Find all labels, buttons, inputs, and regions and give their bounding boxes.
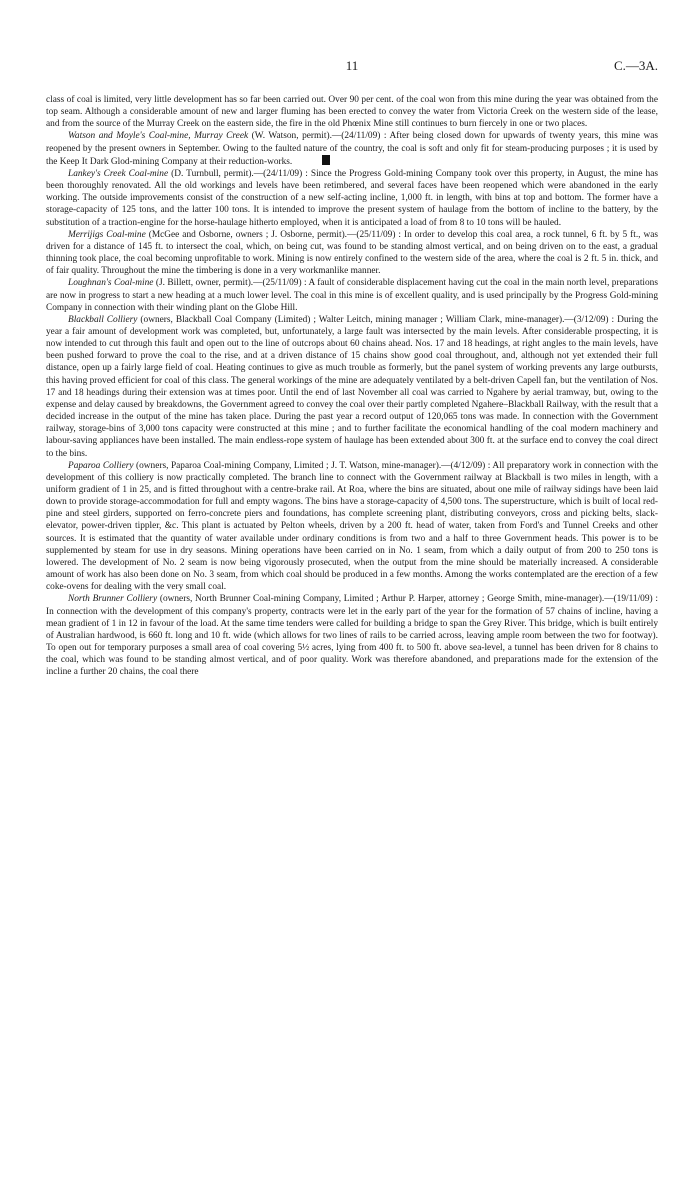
document-reference: C.—3A. (613, 58, 658, 73)
paragraph-lankeys-creek (46, 168, 658, 229)
paragraph-heading: Loughnan's Coal-mine (68, 278, 154, 289)
paragraph-text: (D. Turnbull, permit).—(24/11/09) : Since the Progress Gold-mining Company took over this property, in August, the mine has been thoroughly renovated. All the old workings and levels have been retimbered, and several faces have been reopened which were abandoned in the early working. The outside improvements consist of the construction of a new self-acting incline, 1,000 ft. in length, with bins at top and bottom. The former have a storage-capacity of 125 tons, and the latter 100 tons. It is intended to improve the present system of haulage from the bottom of incline to the battery, by the substitution of a traction-engine for the horse-haulage hitherto employed, when it is anticipated a load of from 8 to 10 tons will be hauled. (46, 168, 658, 228)
paragraph-heading: Blackball Colliery (68, 314, 138, 325)
paragraph-merrijigs (46, 229, 658, 278)
page-header (46, 58, 658, 80)
paragraph-text: class of coal is limited, very little development has so far been carried out. Over 90 per cent. of the coal won from this mine during the year was obtained from the top seam. Although a considerable amount of new and larger fluming has been erected to convey the water from Victoria Creek on the western side of the lease, and from the source of the Murray Creek on the eastern side, the fire in the old Phœnix Mine still continues to burn fiercely in one or two places. (46, 95, 658, 130)
document-body (46, 94, 658, 679)
page-number: 11 (345, 58, 359, 73)
paragraph-text: (W. Watson, permit).—(24/11/09) : After being closed down for upwards of twenty years, this mine was reopened by the present owners in September. Owing to the faulted nature of the country, the coal is soft and only fit for steam-producing purposes ; it is used by the Keep It Dark Glod-mining Company at their reduction-works. (46, 131, 658, 167)
paragraph-text: (J. Billett, owner, permit).—(25/11/09) : A fault of considerable displacement having cut the coal in the main north level, preparations are now in progress to start a new heading at a much lower level. The coal in this mine is of excellent quality, and is used principally by the Progress Gold-mining Company in connection with their winding plant on the Globe Hill. (46, 278, 658, 313)
paragraph-paparoa (46, 460, 658, 594)
paragraph-coal-continued (46, 94, 658, 130)
paragraph-text: (owners, Paparoa Coal-mining Company, Limited ; J. T. Watson, mine-manager).—(4/12/09) : All preparatory work in connection with the development of this colliery is now practically completed. The branch line to connect with the Government railway at Blackball is two miles in length, with a uniform gradient of 1 in 25, and is fitted throughout with a centre-brake rail. At Roa, where the bins are situated, about one mile of railway sidings have been laid down to provide storage-accommodation for full and empty wagons. The bins have a storage-capacity of 4,500 tons. The superstructure, which is built of local red-pine and steel girders, supported on ferro-concrete piers and foundations, has complete screening plant, distributing conveyors, cross and picking belts, slack-elevator, power-driven tippler, &c. This plant is actuated by Pelton wheels, driven by a 200 ft. head of water, taken from Ford's and Tunnel Creeks and other sources. It is estimated that the quantity of water available under ordinary conditions is from two and a half to three Government heads. This power is to be supplemented by steam for use in dry seasons. Mining operations have been carried on in No. 1 seam, from which a daily output of from 200 to 250 tons is lowered. The development of No. 2 seam is now being vigorously prosecuted, when the output from the mine should be materially increased. A considerable amount of work has also been done on No. 3 seam, from which coal should be produced in a few months. Among the works contemplated are the erection of a few coke-ovens for dealing with the very small coal. (46, 460, 658, 593)
paragraph-loughnans (46, 277, 658, 313)
paragraph-heading: Paparoa Colliery (68, 460, 134, 471)
paragraph-blackball (46, 314, 658, 460)
document-page (46, 58, 658, 679)
paragraph-watson-moyle (46, 130, 658, 167)
paragraph-heading: Watson and Moyle's Coal-mine, Murray Creek (68, 131, 249, 142)
paragraph-heading: North Brunner Colliery (68, 594, 158, 605)
paragraph-text: (owners, Blackball Coal Company (Limited) ; Walter Leitch, mining manager ; William Clark, mine-manager).—(3/12/09) : During the year a fair amount of development work was completed, but, unfortunately, a large fault was intersected by the main levels. After considerable prospecting, it is now intended to cut through this fault and open out to the line of outcrops about 60 chains ahead. Nos. 17 and 18 headings, at right angles to the main levels, have been pushed forward to prove the coal to the rise, and at a driven distance of 15 chains show good coal throughout, and, although not yet extended their full distance, open up a fairly large field of coal. Heating continues to give as much trouble as formerly, but the panel system of working prevents any large outbursts, this having proved efficient for coal of this class. The general workings of the mine are adequately ventilated by a belt-driven Capell fan, but the ventilation of Nos. 17 and 18 headings during their extension was at times poor. Until the end of last November all coal was carried to Ngahere by aerial tramway, but, owing to the expense and delay caused by breakdowns, the Government agreed to convey the coal over their partly completed Ngahere–Blackball Railway, with the result that a decided increase in the output of the mine has taken place. During the past year a record output of 120,065 tons was made. In connection with the Government railway, storage-bins of 3,000 tons capacity were constructed at this mine ; and to further facilitate the economical handling of the coal modern machinery and labour-saving appliances have been installed. The main endless-rope system of haulage has been extended about 300 ft. at the surface end to convey the coal direct to the bins. (46, 314, 659, 459)
paragraph-text: (owners, North Brunner Coal-mining Company, Limited ; Arthur P. Harper, attorney ; George Smith, mine-manager).—(19/11/09) : In connection with the development of this company's property, contracts were let in the early part of the year for the formation of 57 chains of incline, having a mean gradient of 1 in 12 in favour of the load. At the same time tenders were called for building a bridge to span the Grey River. This bridge, which is built entirely of Australian hardwood, is 660 ft. long and 10 ft. wide (which allows for two lines of rails to be carried across, leaving ample room between the two for footway). To open out for temporary purposes a small area of coal covering 5½ acres, lying from 400 ft. to 500 ft. above sea-level, a tunnel has been driven for 8 chains to the coal, which was found to be standing almost vertical, and of poor quality. Work was therefore abandoned, and preparations made for the extension of the incline a further 20 chains, the coal there (46, 594, 658, 678)
paragraph-heading: Lankey's Creek Coal-mine (68, 168, 169, 179)
ink-blot-mark (322, 155, 330, 165)
paragraph-north-brunner (46, 593, 658, 678)
paragraph-heading: Merrijigs Coal-mine (68, 229, 146, 240)
paragraph-text: (McGee and Osborne, owners ; J. Osborne, permit).—(25/11/09) : In order to develop this coal area, a rock tunnel, 6 ft. by 5 ft., was driven for a distance of 145 ft. to intersect the coal, which, on being cut, was found to be standing almost vertical, and on being driven on to the east, a gradual thinning took place, the coal becoming unprofitable to work. Mining is now entirely confined to the western side of the area, where the coal is 2 ft. 5 in. thick, and of fair quality. Throughout the mine the timbering is done in a very workmanlike manner. (46, 229, 659, 277)
